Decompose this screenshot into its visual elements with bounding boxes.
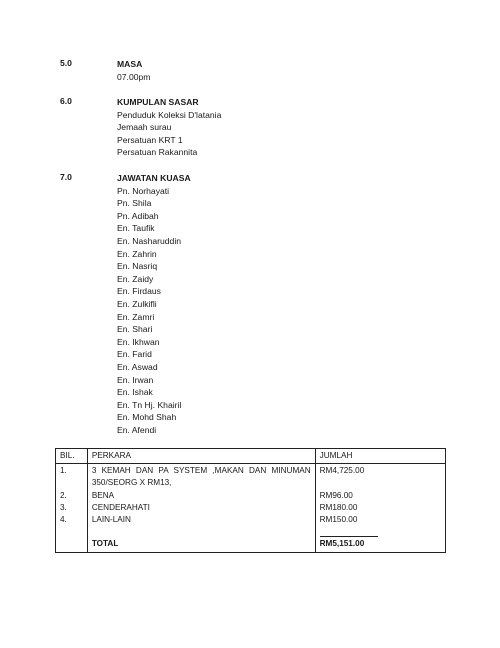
- total-amount: RM5,151.00: [319, 539, 365, 549]
- item-amount: RM180.00: [319, 502, 358, 512]
- committee-member: Pn. Norhayati: [117, 185, 170, 196]
- section-line: Persatuan Rakannita: [117, 147, 198, 158]
- item-amount: RM96.00: [319, 490, 353, 500]
- section-line: 07.00pm: [117, 71, 151, 82]
- committee-member: En. Aswad: [117, 361, 158, 372]
- section-number: 6.0: [60, 96, 72, 106]
- committee-member: En. Mohd Shah: [117, 412, 177, 423]
- section-line: Penduduk Koleksi D'latania: [117, 109, 222, 120]
- bil-value: 2.: [60, 490, 67, 500]
- item-description: 3 KEMAH DAN PA SYSTEM ,MAKAN DAN MINUMAN: [91, 466, 311, 476]
- section-title: KUMPULAN SASAR: [117, 97, 199, 107]
- bil-value: 4.: [60, 514, 67, 524]
- section-line: Persatuan KRT 1: [117, 134, 183, 145]
- committee-member: En. Nasriq: [117, 261, 158, 272]
- bil-value: 1.: [60, 466, 67, 476]
- committee-member: En. Nasharuddin: [117, 235, 182, 246]
- committee-member: En. Taufik: [117, 223, 155, 234]
- section-line: Jemaah surau: [117, 122, 172, 133]
- table-header-row: [56, 449, 446, 464]
- jumlah-cell: [315, 464, 445, 552]
- item-amount: RM150.00: [319, 514, 358, 524]
- item-description: 350/SEORG X RM13,: [91, 478, 172, 488]
- committee-member: En. Zulkifli: [117, 298, 157, 309]
- perkara-cell: [87, 464, 315, 552]
- committee-member: En. Zahrin: [117, 248, 157, 259]
- committee-member: En. Zaidy: [117, 273, 154, 284]
- header-bil: BIL.: [56, 449, 88, 464]
- committee-member: Pn. Shila: [117, 198, 152, 209]
- committee-member: En. Firdaus: [117, 286, 161, 297]
- committee-member: En. Afendi: [117, 424, 157, 435]
- budget-table: [55, 448, 446, 553]
- section-number: 7.0: [60, 172, 72, 182]
- item-description: CENDERAHATI: [91, 502, 150, 512]
- section-title: JAWATAN KUASA: [117, 173, 191, 183]
- total-underline: [320, 532, 378, 537]
- item-amount: RM4,725.00: [319, 466, 365, 476]
- committee-member: En. Zamri: [117, 311, 155, 322]
- section-title: MASA: [117, 59, 143, 69]
- committee-member: Pn. Adibah: [117, 210, 159, 221]
- table-body-row: [56, 464, 446, 552]
- section-number: 5.0: [60, 58, 72, 68]
- committee-member: En. Ishak: [117, 387, 153, 398]
- committee-member: En. Farid: [117, 349, 152, 360]
- committee-member: En. Tn Hj. Khairil: [117, 399, 182, 410]
- bil-value: 3.: [60, 502, 67, 512]
- total-label: TOTAL: [91, 539, 119, 549]
- bil-cell: [56, 464, 88, 552]
- header-perkara: PERKARA: [87, 449, 315, 464]
- item-description: LAIN-LAIN: [91, 514, 131, 524]
- committee-member: En. Irwan: [117, 374, 154, 385]
- committee-member: En. Shari: [117, 324, 153, 335]
- header-jumlah: JUMLAH: [315, 449, 445, 464]
- committee-member: En. Ikhwan: [117, 336, 160, 347]
- item-description: BENA: [91, 490, 115, 500]
